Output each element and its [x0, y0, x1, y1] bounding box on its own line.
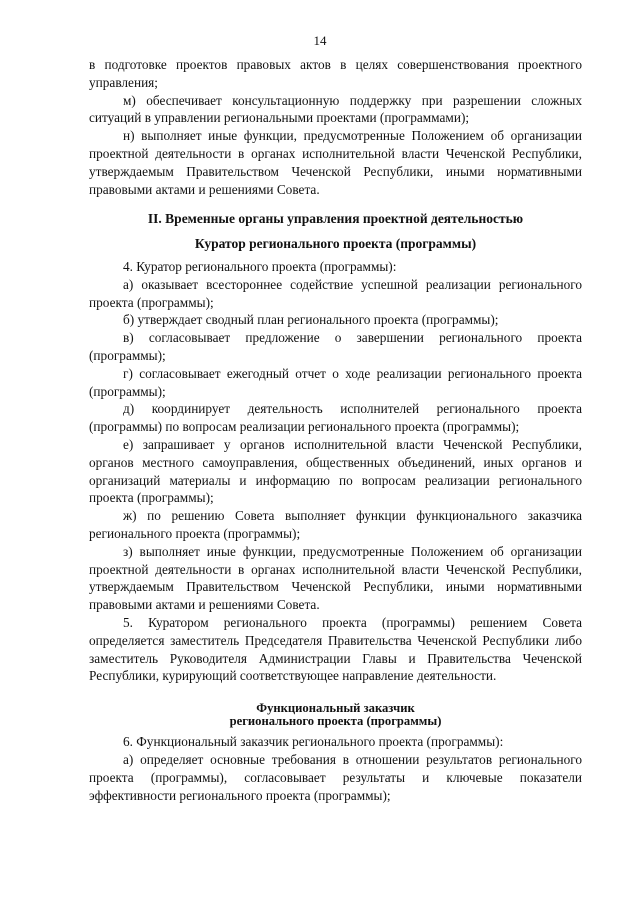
subheading-functional-customer	[89, 702, 582, 727]
subheading-functional-customer-line1: Функциональный заказчик	[256, 701, 415, 716]
page-number: 14	[313, 33, 327, 48]
paragraph-curator-intro: 4. Куратор регионального проекта (программы):	[123, 258, 397, 274]
paragraph-curator-v: в) согласовывает предложение о завершении регионального проекта (программы);	[89, 330, 582, 363]
paragraph-curator-b: б) утверждает сводный план регионального проекта (программы);	[123, 312, 499, 328]
document-body	[89, 56, 582, 804]
subheading-functional-customer-line2: регионального проекта (программы)	[229, 713, 442, 728]
subheading-curator: Куратор регионального проекта (программы)	[194, 236, 477, 252]
section-heading: II. Временные органы управления проектной деятельностью	[147, 211, 524, 227]
paragraph-customer-intro: 6. Функциональный заказчик регионального проекта (программы):	[123, 734, 504, 750]
paragraph-curator-zh: ж) по решению Совета выполняет функции функционального заказчика регионального проекта (программы);	[89, 508, 582, 541]
paragraph-curator-g: г) согласовывает ежегодный отчет о ходе реализации регионального проекта (программы);	[89, 365, 582, 399]
paragraph-curator-5: 5. Куратором регионального проекта (программы) решением Совета определяется заместитель Председателя Правительства Чеченской Республики либо заместитель Руководителя Администрации Главы и Правительства Чеченской Республики, курирующий соответствующее направление деятельности.	[89, 614, 582, 684]
paragraph-curator-d: д) координирует деятельность исполнителей регионального проекта (программы) по вопросам реализации регионального проекта (программы);	[89, 401, 582, 435]
paragraph-item-m: м) обеспечивает консультационную поддержку при разрешении сложных ситуаций в управлении региональными проектами (программами);	[89, 92, 582, 126]
paragraph-customer-a: а) определяет основные требования в отношении результатов регионального проекта (программы), согласовывает результаты и ключевые показатели эффективности регионального проекта (программы);	[89, 752, 582, 803]
paragraph-curator-a: а) оказывает всестороннее содействие успешной реализации регионального проекта (программы);	[89, 276, 582, 310]
paragraph-continuation: в подготовке проектов правовых актов в целях совершенствования проектного управления;	[89, 57, 582, 90]
paragraph-curator-e: е) запрашивает у органов исполнительной власти Чеченской Республики, органов местного самоуправления, общественных объединений, иных органов и организаций материалы и информацию по вопросам реализации регионального проекта (программы);	[89, 436, 582, 506]
paragraph-item-n: н) выполняет иные функции, предусмотренные Положением об организации проектной деятельности в органах исполнительной власти Чеченской Республики, утверждаемым Правительством Чеченской Республики, иными нормативными правовыми актами и решениями Совета.	[89, 128, 582, 197]
paragraph-curator-z: з) выполняет иные функции, предусмотренные Положением об организации проектной деятельности в органах исполнительной власти Чеченской Республики, утверждаемым Правительством Чеченской Республики, иными нормативными правовыми актами и решениями Совета.	[89, 543, 582, 613]
